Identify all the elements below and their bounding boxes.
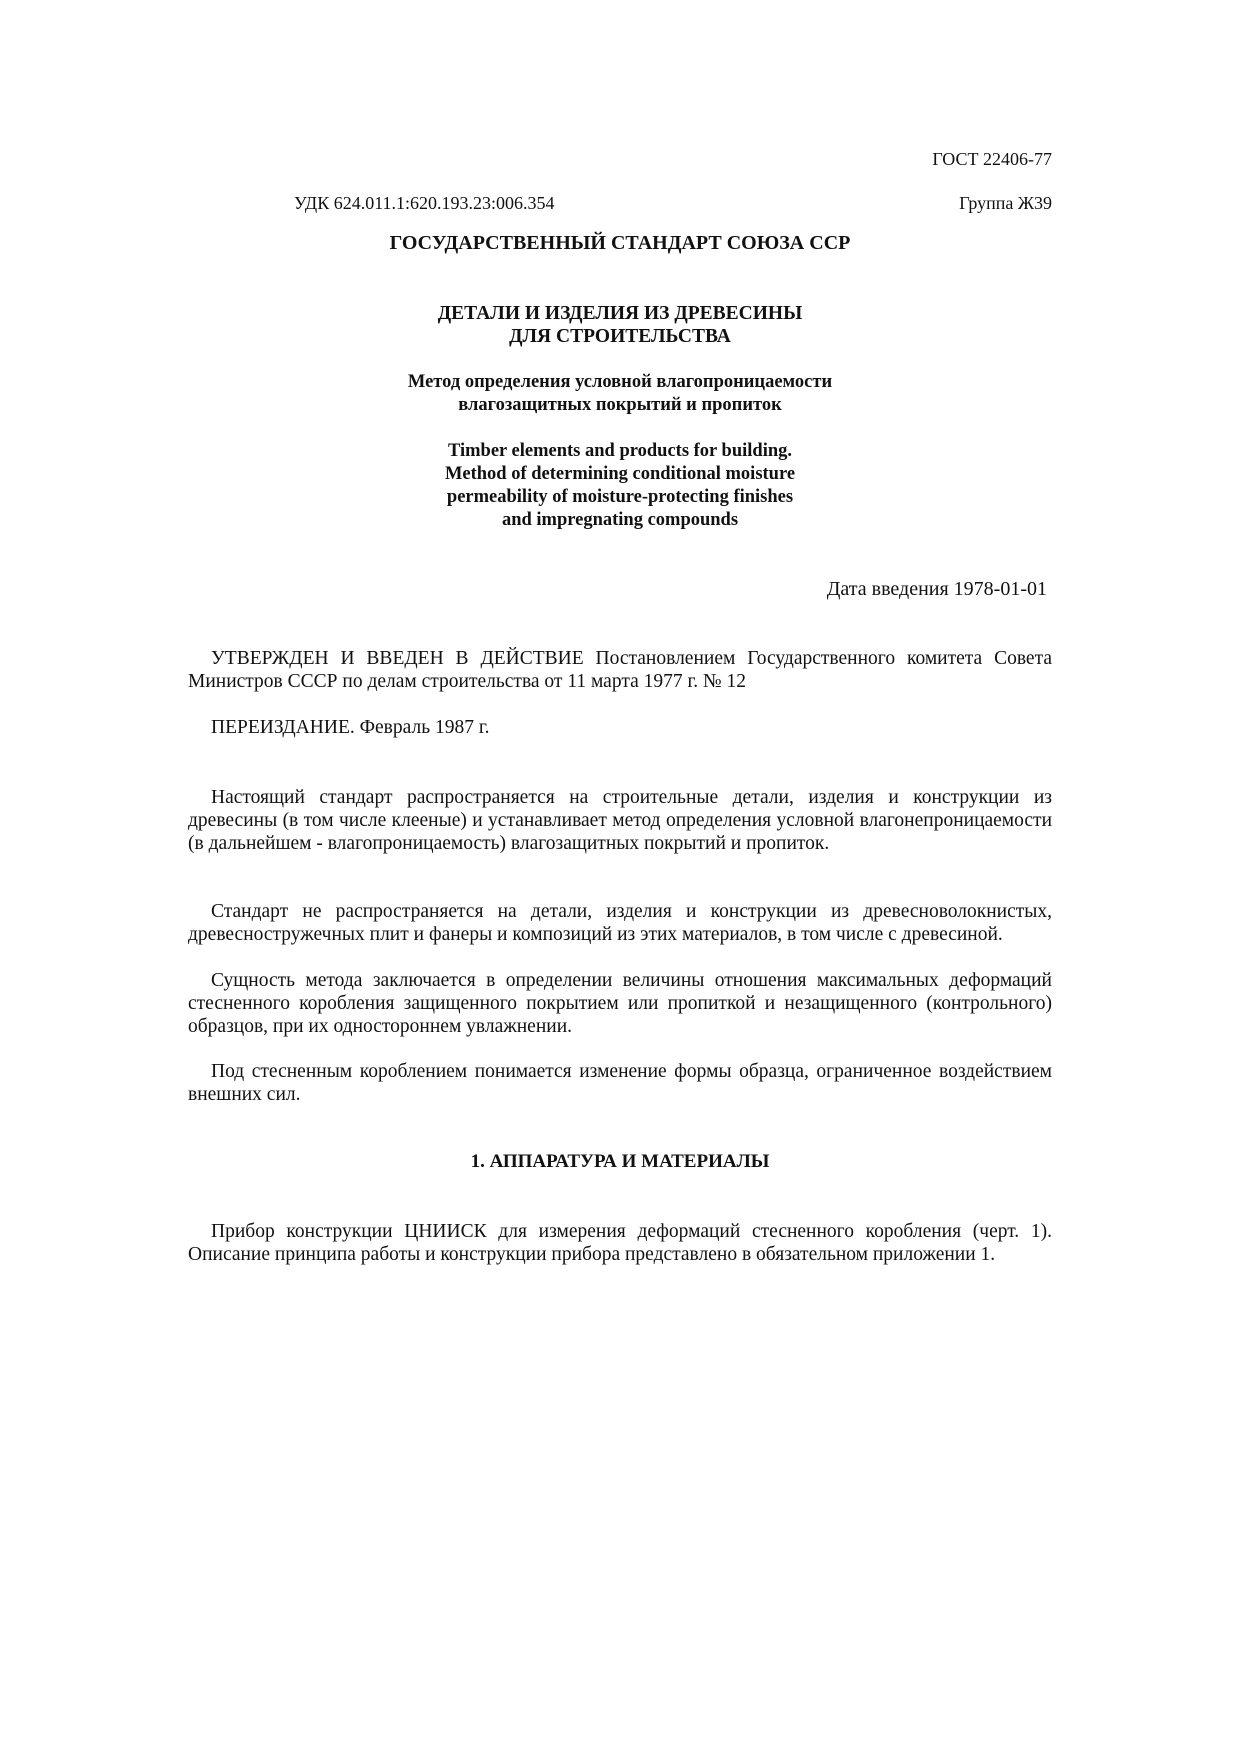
approval-paragraph: УТВЕРЖДЕН И ВВЕДЕН В ДЕЙСТВИЕ Постановлением Государственного комитета Совета Министров СССР по делам строительства от 11 марта 1977 г. № 12	[188, 648, 1052, 692]
body-paragraph-exclusions: Стандарт не распространяется на детали, изделия и конструкции из древесноволокнистых, древесностружечных плит и фанеры и композиций из этих материалов, в том числе с древесиной.	[188, 901, 1052, 945]
document-title-line-2: ДЛЯ СТРОИТЕЛЬСТВА	[509, 326, 731, 347]
body-paragraph-definition: Под стесненным короблением понимается изменение формы образца, ограниченное воздействием внешних сил.	[188, 1061, 1052, 1105]
document-subtitle-line-1: Метод определения условной влагопроницаемости	[407, 372, 833, 392]
section-heading: 1. АППАРАТУРА И МАТЕРИАЛЫ	[470, 1151, 770, 1172]
english-title-line-4: and impregnating compounds	[501, 510, 739, 530]
document-subtitle-line-2: влагозащитных покрытий и пропиток	[458, 395, 782, 415]
introduction-date: Дата введения 1978-01-01	[826, 578, 1047, 600]
english-title	[188, 440, 1052, 532]
gost-code: ГОСТ 22406-77	[932, 149, 1052, 169]
udk-code: УДК 624.011.1:620.193.23:006.354	[294, 193, 555, 213]
section-paragraph-apparatus: Прибор конструкции ЦНИИСК для измерения деформаций стесненного коробления (черт. 1). Описание принципа работы и конструкции прибора представлено в обязательном приложении 1.	[188, 1221, 1052, 1265]
english-title-line-3: permeability of moisture-protecting finishes	[446, 487, 794, 507]
document-title-line-1: ДЕТАЛИ И ИЗДЕЛИЯ ИЗ ДРЕВЕСИНЫ	[437, 303, 803, 324]
reissue-paragraph: ПЕРЕИЗДАНИЕ. Февраль 1987 г.	[211, 717, 490, 738]
english-title-line-1: Timber elements and products for building.	[447, 441, 793, 461]
body-paragraph-method-essence: Сущность метода заключается в определении величины отношения максимальных деформаций стесненного коробления защищенного покрытием или пропиткой и незащищенного (контрольного) образцов, при их одностороннем увлажнении.	[188, 970, 1052, 1037]
body-paragraph-scope: Настоящий стандарт распространяется на строительные детали, изделия и конструкции из древесины (в том числе клееные) и устанавливает метод определения условной влагонепроницаемости (в дальнейшем - влагопроницаемость) влагозащитных покрытий и пропиток.	[188, 787, 1052, 854]
english-title-line-2: Method of determining conditional moisture	[444, 464, 796, 484]
state-standard-heading: ГОСУДАРСТВЕННЫЙ СТАНДАРТ СОЮЗА ССР	[389, 232, 851, 254]
document-title	[188, 302, 1052, 348]
standard-group: Группа Ж39	[959, 193, 1052, 213]
document-subtitle	[188, 371, 1052, 417]
